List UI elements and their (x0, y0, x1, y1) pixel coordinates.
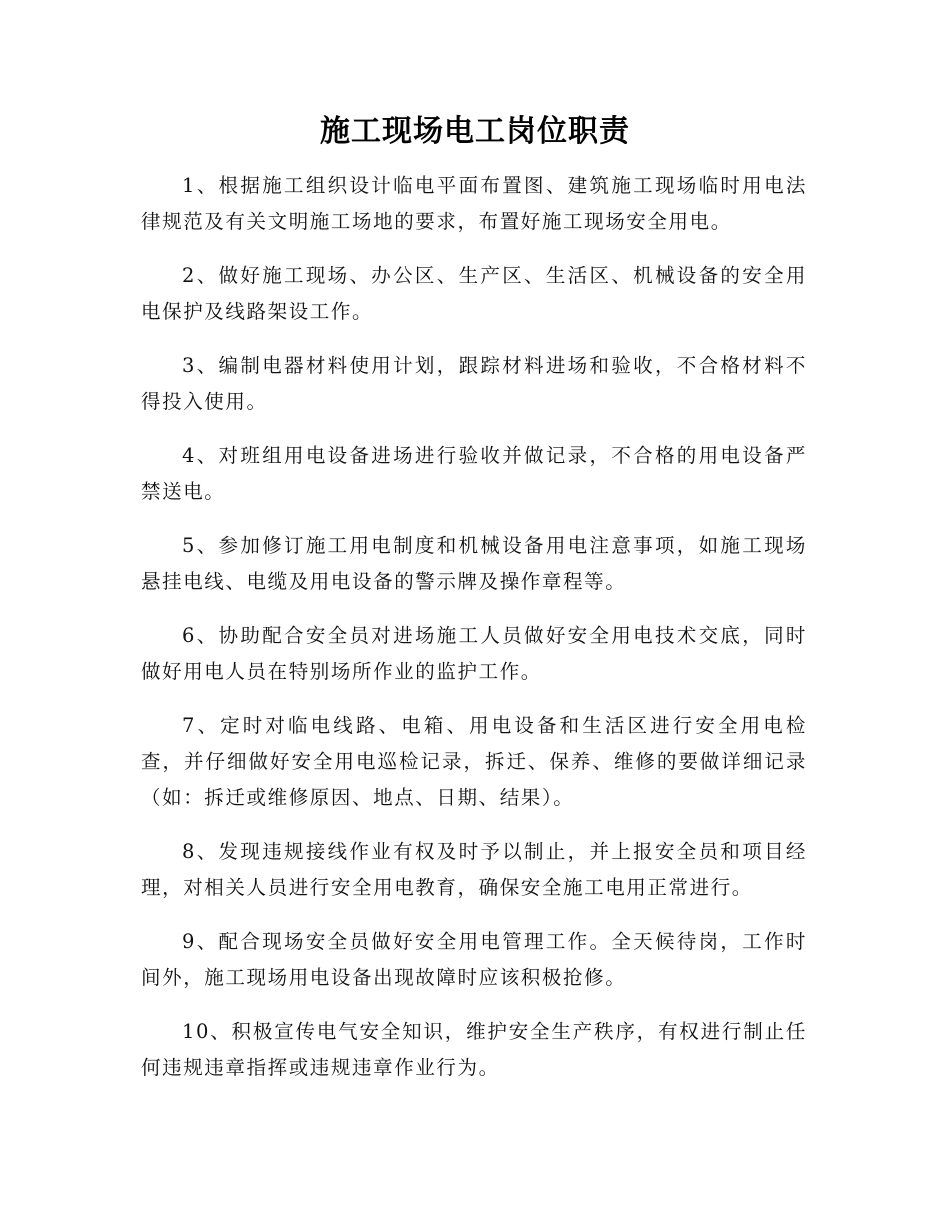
paragraph-5: 5、参加修订施工用电制度和机械设备用电注意事项，如施工现场悬挂电线、电缆及用电设备的警示牌及操作章程等。 (141, 534, 807, 593)
paragraph-7: 7、定时对临电线路、电箱、用电设备和生活区进行安全用电检查，并仔细做好安全用电巡检记录，拆迁、保养、维修的要做详细记录（如：拆迁或维修原因、地点、日期、结果）。 (141, 714, 807, 809)
document-title: 施工现场电工岗位职责 (320, 114, 630, 149)
paragraph-10: 10、积极宣传电气安全知识，维护安全生产秩序，有权进行制止任何违规违章指挥或违规违章作业行为。 (141, 1020, 807, 1079)
paragraph-9: 9、配合现场安全员做好安全用电管理工作。全天候待岗，工作时间外，施工现场用电设备出现故障时应该积极抢修。 (141, 930, 807, 989)
paragraph-6: 6、协助配合安全员对进场施工人员做好安全用电技术交底，同时做好用电人员在特别场所作业的监护工作。 (141, 624, 807, 683)
document-body (141, 168, 807, 1104)
paragraph-4: 4、对班组用电设备进场进行验收并做记录，不合格的用电设备严禁送电。 (141, 444, 807, 503)
paragraph-8: 8、发现违规接线作业有权及时予以制止，并上报安全员和项目经理，对相关人员进行安全用电教育，确保安全施工电用正常进行。 (141, 840, 807, 899)
paragraph-3: 3、编制电器材料使用计划，跟踪材料进场和验收，不合格材料不得投入使用。 (141, 354, 807, 413)
paragraph-1: 1、根据施工组织设计临电平面布置图、建筑施工现场临时用电法律规范及有关文明施工场地的要求，布置好施工现场安全用电。 (141, 174, 807, 233)
paragraph-2: 2、做好施工现场、办公区、生产区、生活区、机械设备的安全用电保护及线路架设工作。 (141, 264, 807, 323)
